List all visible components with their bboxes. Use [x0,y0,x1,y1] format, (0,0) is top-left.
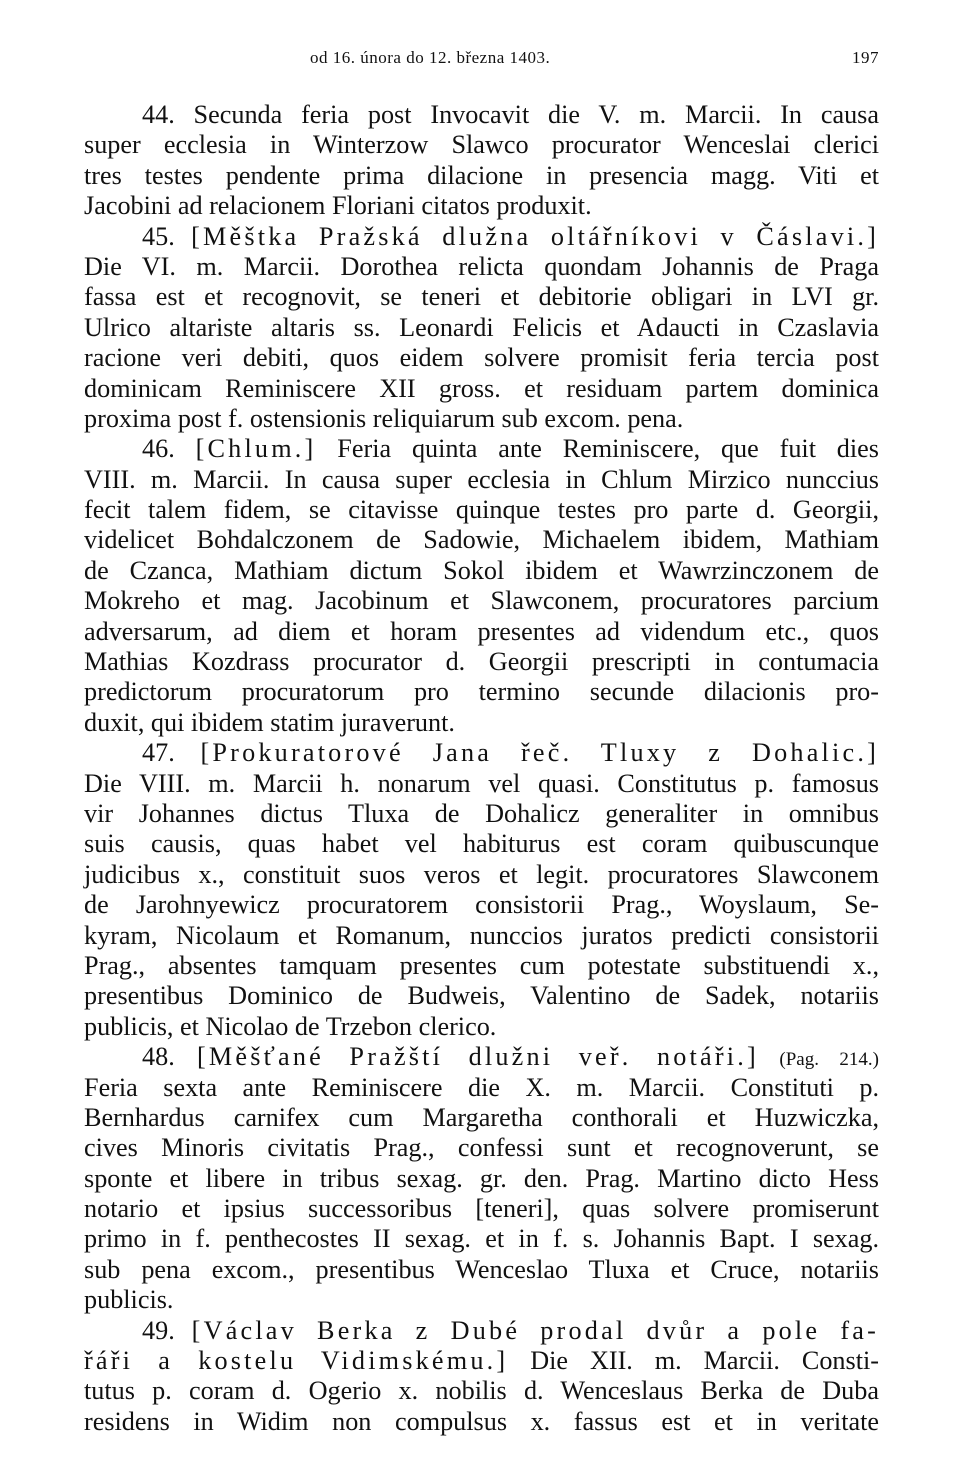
line-segment: 48. [142,1042,198,1072]
text-line: predictorum procuratorum pro termino secunde dilacionis pro- [84,677,879,707]
text-line: dominicam Reminiscere XII gross. et residuam partem dominica [84,373,879,403]
text-line: primo in f. penthecostes II sexag. et in f. s. Johannis Bapt. I sexag. [84,1224,879,1254]
line-segment: Feria quinta ante Reminiscere, que fuit dies [316,434,879,464]
text-line: judicibus x., constituit suos veros et legit. procuratores Slawconem [84,859,879,889]
text-line: de Jarohnyewicz procuratorem consistorii Prag., Woyslaum, Se- [84,890,879,920]
text-line: VIII. m. Marcii. In causa super ecclesia in Chlum Mirzico nunccius [84,464,879,494]
running-head [84,48,879,78]
entry-first-line [84,434,879,464]
entry-first-line [84,1316,879,1346]
text-line: Bernhardus carnifex cum Margaretha conthorali et Huzwiczka, [84,1102,879,1132]
page-number: 197 [852,48,879,67]
entry-first-line [84,222,879,252]
czech-heading: řáři a kostelu Vidimskému.] [84,1346,509,1376]
line-segment: 47. [142,738,201,768]
czech-heading: [Chlum.] [195,434,317,464]
text-line: sub pena excom., presentibus Wenceslao Tluxa et Cruce, notariis [84,1254,879,1284]
text-line: Mokreho et mag. Jacobinum et Slawconem, procuratores parcium [84,586,879,616]
text-line: suis causis, quas habet vel habiturus est coram quibuscunque [84,829,879,859]
entry-first-line: 44. Secunda feria post Invocavit die V. m. Marcii. In causa [142,100,879,129]
text-line: cives Minoris civitatis Prag., confessi sunt et recognoverunt, se [84,1133,879,1163]
czech-heading: [Prokuratorové Jana řeč. Tluxy z Dohalic.] [200,738,879,768]
czech-heading: [Václav Berka z Dubé prodal dvůr a pole fa- [191,1315,879,1345]
line-segment: 46. [142,434,196,464]
text-line: Prag., absentes tamquam presentes cum potestate substituendi x., [84,950,879,980]
line-segment: Die XII. m. Marcii. Consti- [508,1346,879,1376]
document-page [84,0,879,1437]
page-reference: (Pag. 214.) [758,1049,880,1071]
text-line: fassa est et recognovit, se teneri et debitorie obligari in LVI gr. [84,282,879,312]
text-line: duxit, qui ibidem statim juraverunt. [84,707,455,737]
text-line: Feria sexta ante Reminiscere die X. m. Marcii. Constituti p. [84,1072,879,1102]
text-line: Die VI. m. Marcii. Dorothea relicta quondam Johannis de Praga [84,251,879,281]
czech-heading: [Měšťané Pražští dlužni veř. notáři.] [197,1042,759,1072]
text-line: adversarum, ad diem et horam presentes ad videndum etc., quos [84,616,879,646]
text-line: Mathias Kozdrass procurator d. Georgii prescripti in contumacia [84,647,879,677]
text-line: Jacobini ad relacionem Floriani citatos produxit. [84,191,592,221]
entry-first-line [84,1042,879,1072]
text-line: de Czanca, Mathiam dictum Sokol ibidem et Wawrzinczonem de [84,555,879,585]
entry-first-line [84,738,879,768]
document-body [84,100,879,1437]
text-line: tutus p. coram d. Ogerio x. nobilis d. Wenceslaus Berka de Duba [84,1376,879,1406]
text-line: kyram, Nicolaum et Romanum, nunccios juratos predicti consistorii [84,920,879,950]
text-line: videlicet Bohdalczonem de Sadowie, Michaelem ibidem, Mathiam [84,525,879,555]
text-line: publicis. [84,1285,174,1315]
text-line: residens in Widim non compulsus x. fassus est et in veritate [84,1406,879,1436]
text-line: notario et ipsius successoribus [teneri], quas solvere promiserunt [84,1194,879,1224]
text-line: Die VIII. m. Marcii h. nonarum vel quasi. Constitutus p. famosus [84,768,879,798]
text-line: proxima post f. ostensionis reliquiarum sub excom. pena. [84,403,684,433]
czech-heading: [Měštka Pražská dlužna oltářníkovi v Čáslavi.] [191,221,880,251]
text-line: presentibus Dominico de Budweis, Valentino de Sadek, notariis [84,981,879,1011]
text-line: super ecclesia in Winterzow Slawco procurator Wenceslai clerici [84,130,879,160]
text-line: tres testes pendente prima dilacione in presencia magg. Viti et [84,160,879,190]
text-line: vir Johannes dictus Tluxa de Dohalicz generaliter in omnibus [84,798,879,828]
running-head-title: od 16. února do 12. března 1403. [310,48,551,67]
text-line: racione veri debiti, quos eidem solvere promisit feria tercia post [84,343,879,373]
text-line: Ulrico altariste altaris ss. Leonardi Felicis et Adaucti in Czaslavia [84,312,879,342]
text-line: publicis, et Nicolao de Trzebon clerico. [84,1011,497,1041]
line-segment: 45. [142,221,192,251]
text-line [84,1346,879,1376]
text-line: fecit talem fidem, se citavisse quinque testes pro parte d. Georgii, [84,495,879,525]
text-line: sponte et libere in tribus sexag. gr. den. Prag. Martino dicto Hess [84,1163,879,1193]
line-segment: 49. [142,1315,192,1345]
